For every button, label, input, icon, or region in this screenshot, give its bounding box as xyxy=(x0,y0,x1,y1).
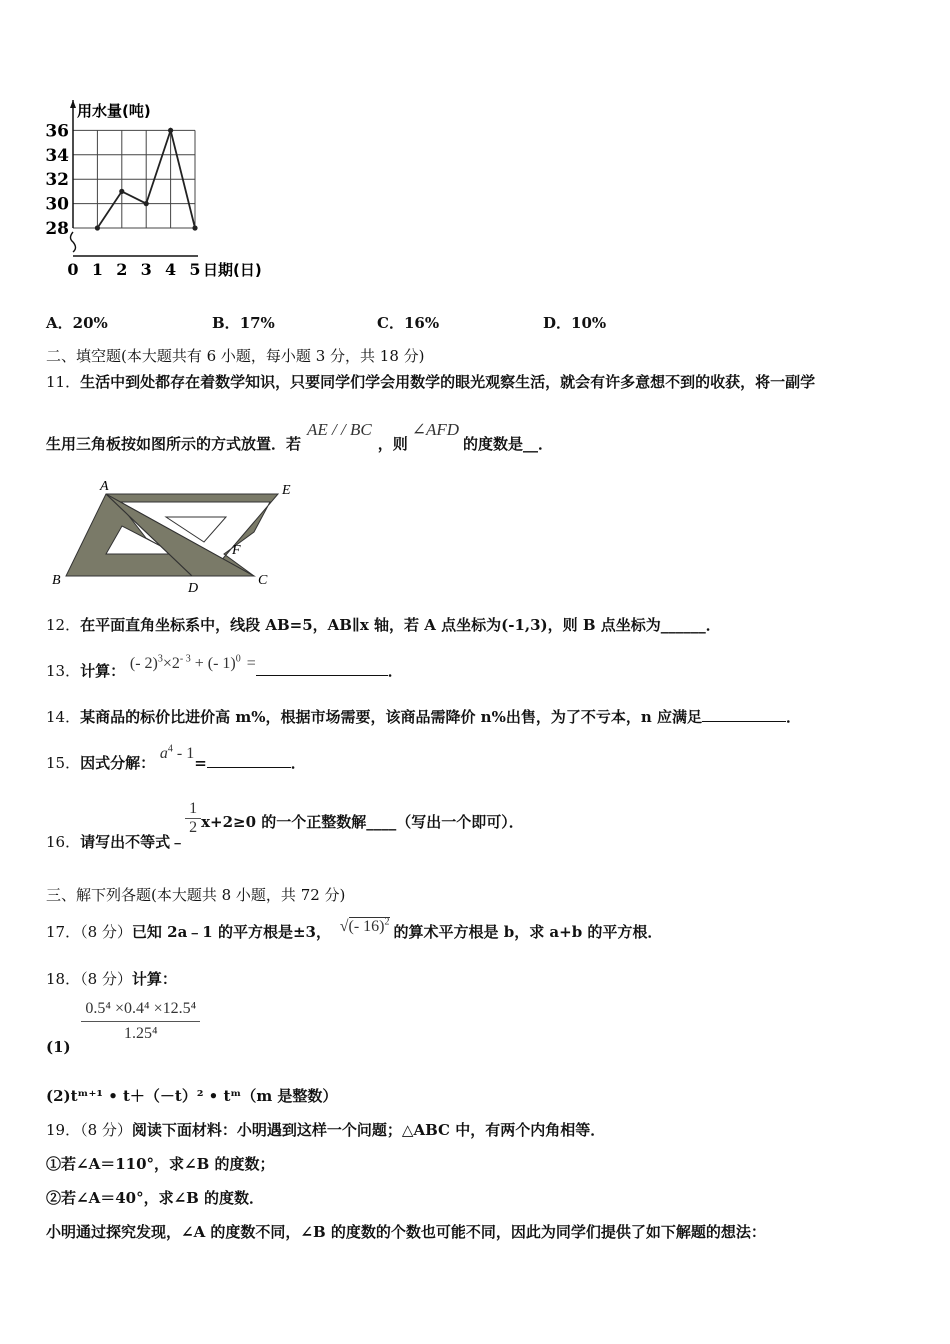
data-point-3 xyxy=(144,201,149,206)
q11-line2: 生用三角板按如图所示的方式放置．若AE / / BC，则∠AFD的度数是__． xyxy=(46,420,554,453)
label-b: B xyxy=(52,573,61,588)
q17: 17．（8 分）已知 2a﹣1 的平方根是±3， √(- 16)$^2$的算术平方根是 b，求 a+b 的平方根． xyxy=(46,916,663,941)
q16-fraction: $\frac{1}{2}$ xyxy=(185,800,201,837)
data-point-1 xyxy=(95,225,100,230)
q19-case1: ①若∠A＝110°，求∠B 的度数； xyxy=(46,1155,275,1173)
y-tick-30: 30 xyxy=(45,194,69,215)
water-usage-chart xyxy=(40,96,290,286)
y-axis-label: 用水量(吨) xyxy=(77,102,151,120)
q18-title: 18．（8 分）计算： xyxy=(46,970,177,988)
q14-answer-blank[interactable] xyxy=(702,707,786,722)
q11-math-angle: ∠AFD xyxy=(411,420,460,439)
q18-fraction: $\frac{\text{0.5⁴ ×0.4⁴ ×12.5⁴}}{\text{1.25⁴}}$ xyxy=(81,1000,200,1043)
q19: 19．（8 分）阅读下面材料：小明遇到这样一个问题；△ABC 中，有两个内角相等． xyxy=(46,1121,606,1139)
label-f: F xyxy=(232,543,241,558)
y-tick-36: 36 xyxy=(45,121,69,142)
q19-case3: 小明通过探究发现，∠A 的度数不同，∠B 的度数的个数也可能不同，因此为同学们提供了如下解题的想法： xyxy=(46,1223,766,1241)
q13-answer-blank[interactable] xyxy=(256,661,388,676)
x-tick-origin: 0 xyxy=(67,260,79,279)
q11-math-parallel: AE / / BC xyxy=(307,420,372,439)
set-square-figure xyxy=(46,476,306,596)
q16: 16．请写出不等式﹣ $\frac{1}{2}$ x+2≥0 的一个正整数解____（写出一个即可）． xyxy=(46,800,524,851)
q12: 12．在平面直角坐标系中，线段 AB=5，AB∥x 轴，若 A 点坐标为(-1,3)，则 B 点坐标为______． xyxy=(46,616,721,634)
option-b: B．17% xyxy=(212,314,275,332)
q11-number: 11． xyxy=(46,373,81,391)
label-a: A xyxy=(100,479,109,494)
chart-axes xyxy=(70,100,198,256)
option-d: D．10% xyxy=(543,314,607,332)
x-tick-4: 4 xyxy=(165,260,177,279)
label-e: E xyxy=(282,483,291,498)
q17-sqrt: √(- 16)$^2$ xyxy=(339,916,390,935)
x-tick-1: 1 xyxy=(91,260,103,279)
y-tick-28: 28 xyxy=(45,219,69,239)
chart-grid xyxy=(73,130,195,228)
x-tick-5: 5 xyxy=(189,260,201,279)
x-tick-2: 2 xyxy=(116,260,128,279)
y-tick-34: 34 xyxy=(45,145,69,166)
y-axis-arrow xyxy=(70,100,76,108)
q15: 15．因式分解： $a^4 - 1=$ ． xyxy=(46,743,306,772)
q18-part1: (1) $\frac{\text{0.5⁴ ×0.4⁴ ×12.5⁴}}{\text{1.25⁴}}$ xyxy=(46,1000,200,1043)
label-c: C xyxy=(258,573,268,588)
q19-case2: ②若∠A＝40°，求∠B 的度数． xyxy=(46,1189,265,1207)
option-c: C．16% xyxy=(377,314,440,332)
q13: 13．计算： (- $2)^3\times 2^{- 3}$ + (- 1)$^0$ = ． xyxy=(46,653,403,680)
q15-expression: $a^4 - 1$ xyxy=(159,743,195,762)
data-point-2 xyxy=(119,189,124,194)
section3-title: 三、解下列各题(本大题共 8 小题，共 72 分) xyxy=(46,886,346,904)
option-a: A．20% xyxy=(46,314,108,332)
q18-part2: (2)tᵐ⁺¹ • t＋（－t）² • tᵐ（m 是整数） xyxy=(46,1087,338,1105)
q15-answer-blank[interactable] xyxy=(207,753,291,768)
x-tick-3: 3 xyxy=(140,260,152,279)
q11-line1: 11．生活中到处都存在着数学知识，只要同学们学会用数学的眼光观察生活，就会有许多意想不到的收获，将一副学 xyxy=(46,373,816,391)
section2-title: 二、填空题(本大题共有 6 小题，每小题 3 分，共 18 分) xyxy=(46,347,425,365)
q14: 14．某商品的标价比进价高 m%，根据市场需要，该商品需降价 n%出售，为了不亏本，n 应满足 ． xyxy=(46,708,801,726)
y-axis-break xyxy=(71,232,76,252)
data-point-4 xyxy=(168,128,173,133)
data-point-5 xyxy=(192,225,197,230)
chart-labels xyxy=(45,102,261,279)
label-d: D xyxy=(188,581,199,596)
x-axis-label: 日期(日) xyxy=(203,261,262,279)
y-tick-32: 32 xyxy=(45,170,69,191)
q13-expression: (- $2)^3\times 2^{- 3}$ + (- 1)$^0$ = xyxy=(129,653,256,672)
